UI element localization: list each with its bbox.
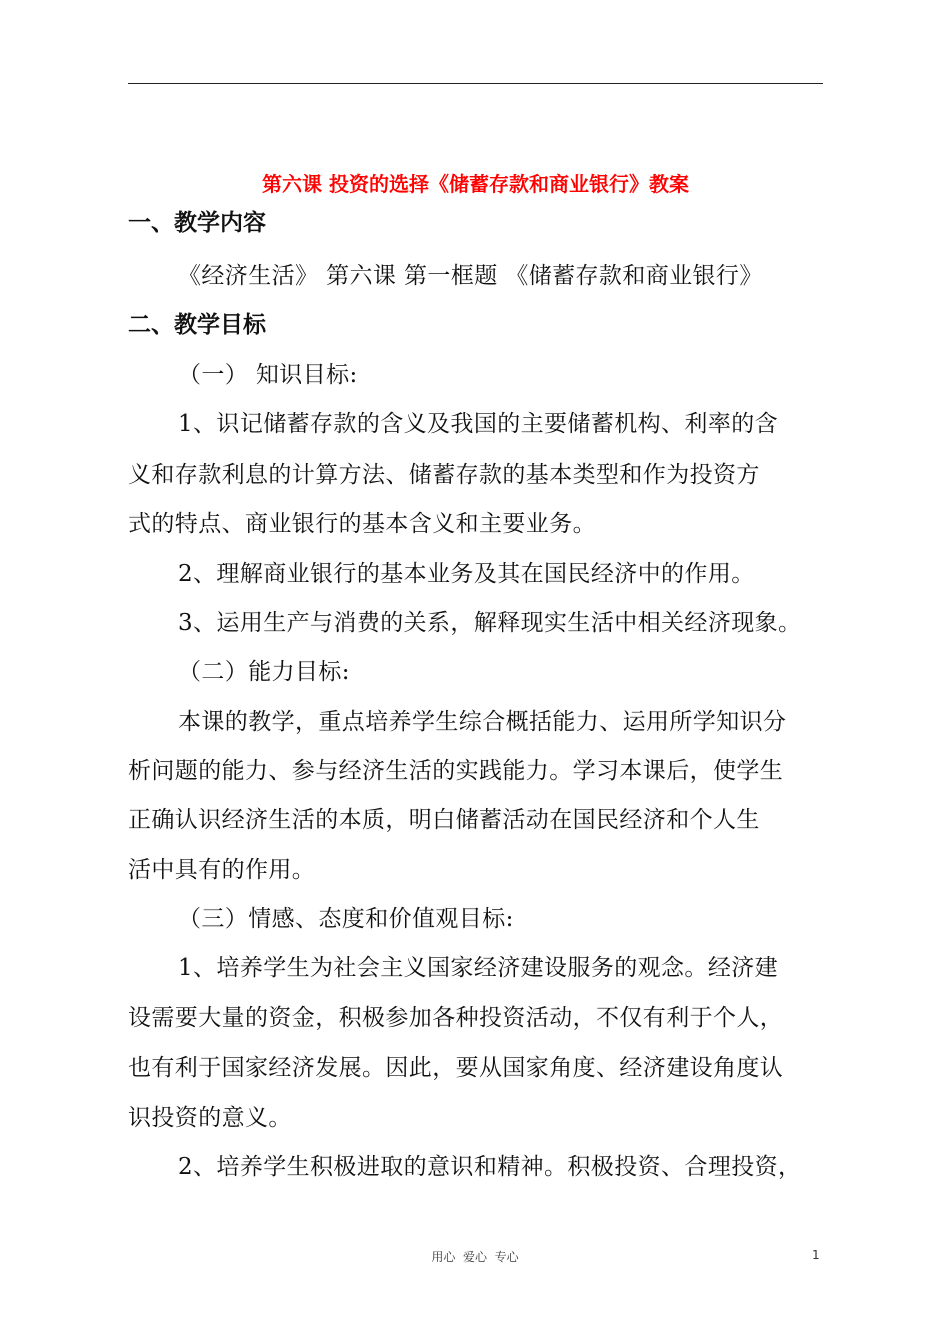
knowledge-1-line-3: 式的特点、商业银行的基本含义和主要业务。 bbox=[128, 511, 596, 537]
document-title: 第六课 投资的选择《储蓄存款和商业银行》教案 bbox=[262, 172, 689, 196]
section-heading-content: 一、教学内容 bbox=[128, 210, 266, 236]
ability-line-2: 析问题的能力、参与经济生活的实践能力。学习本课后，使学生 bbox=[128, 758, 784, 784]
emotion-1-line-1: 1、培养学生为社会主义国家经济建设服务的观念。经济建 bbox=[178, 955, 779, 981]
knowledge-3: 3、运用生产与消费的关系，解释现实生活中相关经济现象。 bbox=[178, 610, 802, 636]
emotion-1-line-2: 设需要大量的资金，积极参加各种投资活动，不仅有利于个人， bbox=[128, 1005, 784, 1031]
footer-motto: 用心 爱心 专心 bbox=[431, 1250, 519, 1264]
emotion-2: 2、培养学生积极进取的意识和精神。积极投资、合理投资， bbox=[178, 1154, 802, 1180]
knowledge-2: 2、理解商业银行的基本业务及其在国民经济中的作用。 bbox=[178, 561, 755, 587]
emotion-1-line-4: 识投资的意义。 bbox=[128, 1105, 292, 1131]
knowledge-1-line-1: 1、识记储蓄存款的含义及我国的主要储蓄机构、利率的含 bbox=[178, 411, 779, 437]
emotion-label: （三）情感、态度和价值观目标: bbox=[178, 906, 514, 932]
knowledge-label: （一） 知识目标: bbox=[178, 362, 358, 388]
content-line: 《经济生活》 第六课 第一框题 《储蓄存款和商业银行》 bbox=[178, 263, 763, 289]
header-rule bbox=[128, 83, 823, 84]
knowledge-1-line-2: 义和存款利息的计算方法、储蓄存款的基本类型和作为投资方 bbox=[128, 462, 760, 488]
ability-line-1: 本课的教学，重点培养学生综合概括能力、运用所学知识分 bbox=[178, 709, 787, 735]
ability-line-3: 正确认识经济生活的本质，明白储蓄活动在国民经济和个人生 bbox=[128, 807, 760, 833]
emotion-1-line-3: 也有利于国家经济发展。因此，要从国家角度、经济建设角度认 bbox=[128, 1055, 784, 1081]
page-number: 1 bbox=[812, 1248, 820, 1262]
ability-label: （二）能力目标: bbox=[178, 659, 350, 685]
ability-line-4: 活中具有的作用。 bbox=[128, 857, 316, 883]
section-heading-objectives: 二、教学目标 bbox=[128, 312, 266, 338]
